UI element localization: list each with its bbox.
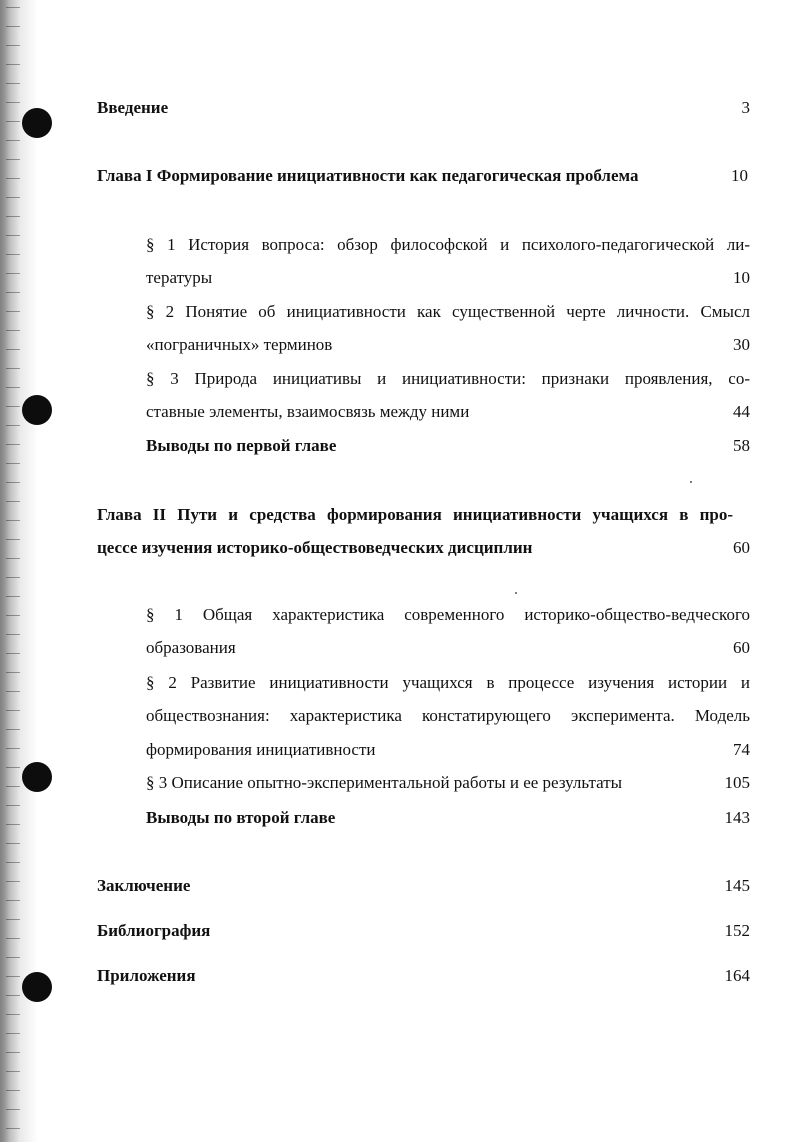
toc-ch1-s1-page: 10 [733,268,750,287]
toc-ch2-s2-line3: формирования инициативности [146,740,376,759]
scan-edge-lines [6,0,20,1142]
toc-ch1-s3-line2: ставные элементы, взаимосвязь между ними [146,402,470,421]
toc-ch1-s2-page: 30 [733,335,750,354]
toc-ch2-s2-page: 74 [733,740,750,759]
toc-ch1-s3-line1: § 3 Природа инициативы и инициативности: признаки проявления, со- [146,369,750,388]
toc-intro-page: 3 [741,98,750,117]
toc-ch1-s1-line1: § 1 История вопроса: обзор философской и психолого-педагогической ли- [146,235,750,254]
toc-conclusion-label: Заключение [97,876,191,895]
toc-intro-label: Введение [97,98,169,117]
toc-ch2-s3-page: 105 [724,773,750,792]
toc-ch1-conclusions-page: 58 [733,436,750,455]
toc-ch1-s3-page: 44 [733,402,750,421]
toc-chapter1-title: Глава I Формирование инициативности как педагогическая проблема [97,166,639,185]
toc-ch2-s1-line2: образования [146,638,236,657]
toc-ch1-conclusions-label: Выводы по первой главе [146,436,337,455]
toc-ch2-conclusions-page: 143 [724,808,750,827]
toc-bibliography-label: Библиография [97,921,211,940]
toc-chapter2-title-line1: Глава II Пути и средства формирования инициативности учащихся в про- [97,505,733,524]
toc-ch2-s1-line1: § 1 Общая характеристика современного историко-общество-ведческого [146,605,750,624]
toc-appendices-page: 164 [724,966,750,985]
toc-ch1-s2-line1: § 2 Понятие об инициативности как существенной черте личности. Смысл [146,302,750,321]
toc-conclusion-page: 145 [724,876,750,895]
toc-ch1-s1-line2: тературы [146,268,213,287]
toc-chapter2-title-line2: цессе изучения историко-обществоведческих дисциплин [97,538,533,557]
scan-speck [515,592,517,594]
toc-ch2-s2-line1: § 2 Развитие инициативности учащихся в процессе изучения истории и [146,673,750,692]
toc-ch1-s2-line2: «пограничных» терминов [146,335,333,354]
punch-hole [22,108,52,138]
toc-ch2-s3-label: § 3 Описание опытно-экспериментальной работы и ее результаты [146,773,623,792]
toc-appendices-label: Приложения [97,966,196,985]
toc-ch2-s1-page: 60 [733,638,750,657]
toc-chapter1-page: 10 [731,166,748,185]
toc-bibliography-page: 152 [724,921,750,940]
punch-hole [22,395,52,425]
toc-chapter2-page: 60 [733,538,750,557]
punch-hole [22,972,52,1002]
toc-ch2-conclusions-label: Выводы по второй главе [146,808,336,827]
punch-hole [22,762,52,792]
scan-speck [690,481,692,483]
toc-ch2-s2-line2: обществознания: характеристика констатирующего эксперимента. Модель [146,706,750,725]
